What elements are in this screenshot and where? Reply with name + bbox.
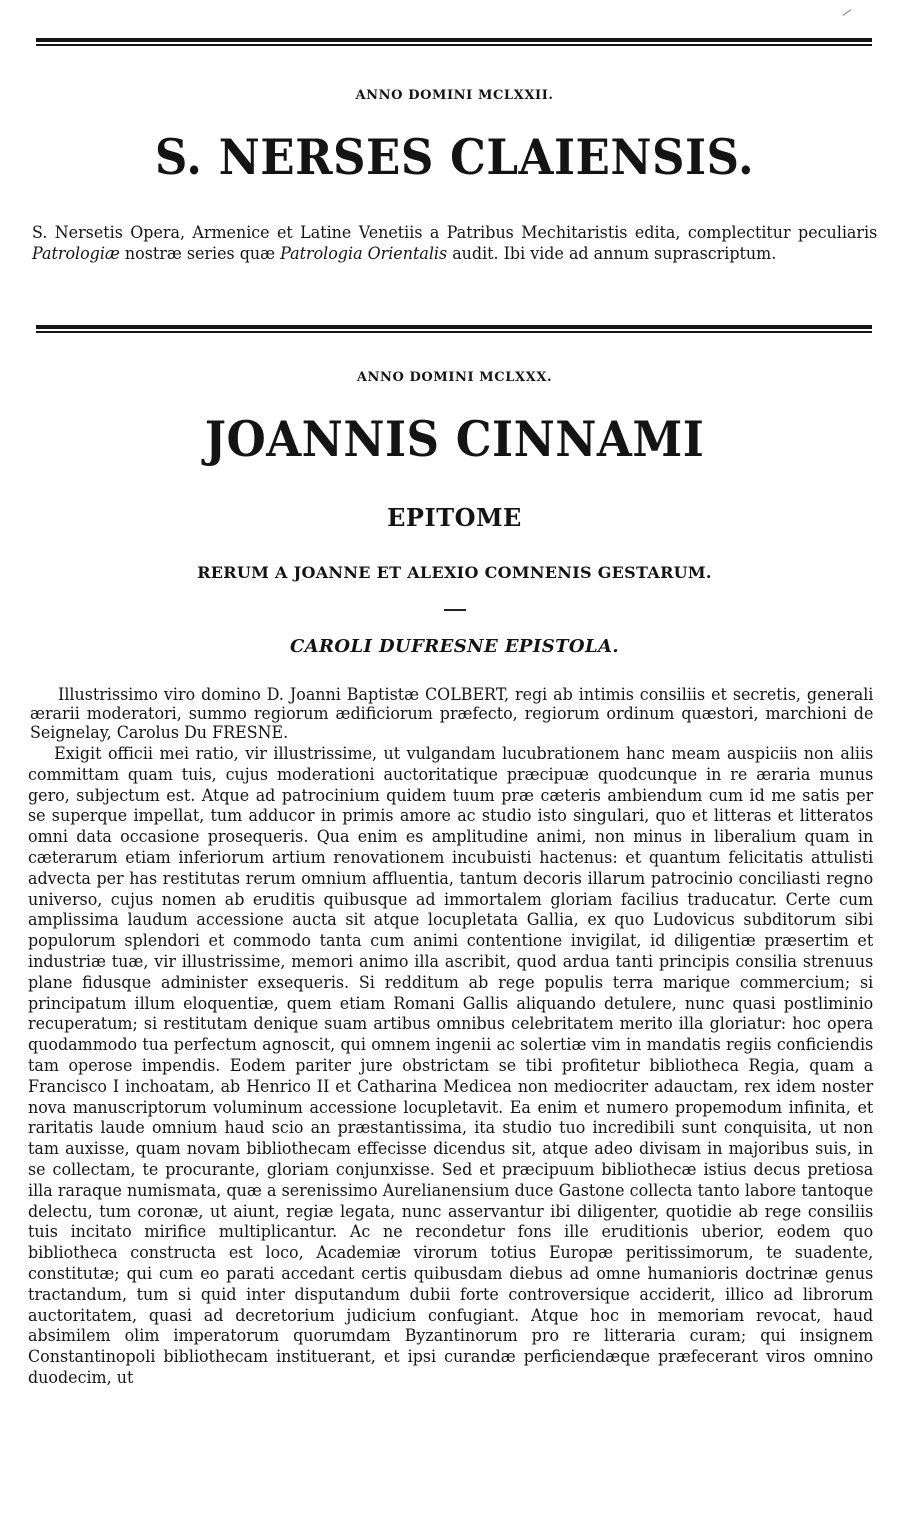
top-rule: [36, 38, 872, 47]
middle-rule: [36, 325, 872, 334]
separator-dash: [444, 609, 466, 611]
section1-text-5: audit. Ibi vide ad annum suprascriptum.: [447, 243, 777, 264]
section2-subtitle: EPITOME: [387, 503, 522, 532]
dedication-paragraph: Illustrissimo viro domino D. Joanni Baptistæ COLBERT, regi ab intimis consiliis et secretis, generali ærarii moderatori, summo regiorum ædificiorum præfecto, regiorum ordinum quæstori, marchioni de Seignelay, Carolus Du FRESNE.: [30, 685, 874, 743]
section1-text-4: Patrologia Orientalis: [280, 243, 448, 264]
corner-mark: [843, 9, 852, 16]
section1-year: ANNO DOMINI MCLXXII.: [355, 88, 554, 103]
epistola-title: CAROLI DUFRESNE EPISTOLA.: [289, 636, 620, 657]
section2-subsubtitle: RERUM A JOANNE ET ALEXIO COMNENIS GESTARUM.: [197, 563, 712, 582]
section1-text-3: nostræ series quæ: [119, 243, 281, 264]
section1-paragraph: [32, 223, 877, 264]
section1-text-1: S. Nersetis Opera, Armenice et Latine Venetiis a Patribus Mechitaristis edita, complectitur peculiaris: [32, 223, 878, 243]
section1-text-2: Patrologiæ: [32, 243, 120, 264]
section1-title: S. NERSES CLAIENSIS.: [154, 128, 755, 186]
letter-body: Exigit officii mei ratio, vir illustrissime, ut vulgandam lucubrationem hanc meam auspiciis non aliis committam quam tuis, cujus moderationi auctoritatique præcipuæ quodcunque in re æraria munus gero, subjectum est. Atque ad patrocinium quidem tuum præ cæteris ambiendum cum id me satis per se superque impellat, tum adducor in primis amore ac studio isto singulari, quo et litteras et litteratos omni data occasione prosequeris. Qua enim es amplitudine animi, non minus in liberalium quam in cæterarum etiam inferiorum artium renovationem incubuisti hactenus: et quantum felicitatis attulisti advecta per has restitutas rerum omnium affluentia, tantum decoris illarum patrocinio conciliasti regno universo, cujus nomen ab eruditis quibusque ad immortalem gloriam facilius traducatur. Certe cum amplissima laudum accessione aucta sit atque locupletata Gallia, ex quo Ludovicus subditorum sibi populorum splendori et commodo tanta cum animi contentione invigilat, id diligentiæ præsertim et industriæ tuæ, vir illustrissime, memori animo illa ascribit, quod ardua tanti principis consilia strenuus plane fidusque administer exsequeris. Si redditum ab rege populis terra marique commercium; si principatum illum eloquentiæ, quem etiam Romani Gallis aliquando detulere, nunc quasi postliminio recuperatum; si restitutam denique suam artibus omnibus celebritatem merito illa gloriatur: hoc opera quodammodo tua perfectum agnoscit, qui omnem ingenii ac solertiæ vim in mandatis regiis conficiendis tam operose impendis. Eodem pariter jure obstrictam se tibi profitetur bibliotheca Regia, quam a Francisco I inchoatam, ab Henrico II et Catharina Medicea non mediocriter adauctam, rex idem noster nova manuscriptorum voluminum accessione locupletavit. Ea enim et numero propemodum infinita, et raritatis laude omnium haud scio an præstantissima, ita studio tuo incredibili sunt conquisita, ut non tam auxisse, quam novam bibliothecam effecisse dicendus sit, atque adeo divisam in majoribus suis, in se collectam, te procurante, gloriam conjunxisse. Sed et præcipuum bibliothecæ istius decus pretiosa illa raraque numismata, quæ a serenissimo Aurelianensium duce Gastone collecta tanto labore tantoque delectu, tum coronæ, ut aiunt, regiæ legata, nunc asservantur ibi diligenter, quotidie ab rege consiliis tuis incitato mirifice multiplicantur. Ac ne recondetur fons ille eruditionis uberior, eodem quo bibliotheca constructa est loco, Academiæ virorum totius Europæ peritissimorum, te suadente, constitutæ; qui cum eo parati accedant certis quibusdam diebus ad omne humanioris doctrinæ genus tractandum, tum si quid inter disputandum dubii forte controversique acciderit, illico ad librorum auctoritatem, quasi ad decretorium judicium confugiant. Atque hoc in memoriam revocat, haud absimilem olim imperatorum quorumdam Byzantinorum pro re litteraria curam; qui insignem Constantinopoli bibliothecam instituerant, et ipsi curandæ perficiendæque præfecerant viros omnino duodecim, ut: [28, 744, 874, 1388]
section2-year: ANNO DOMINI MCLXXX.: [356, 370, 553, 385]
section2-title: JOANNIS CINNAMI: [204, 410, 705, 468]
